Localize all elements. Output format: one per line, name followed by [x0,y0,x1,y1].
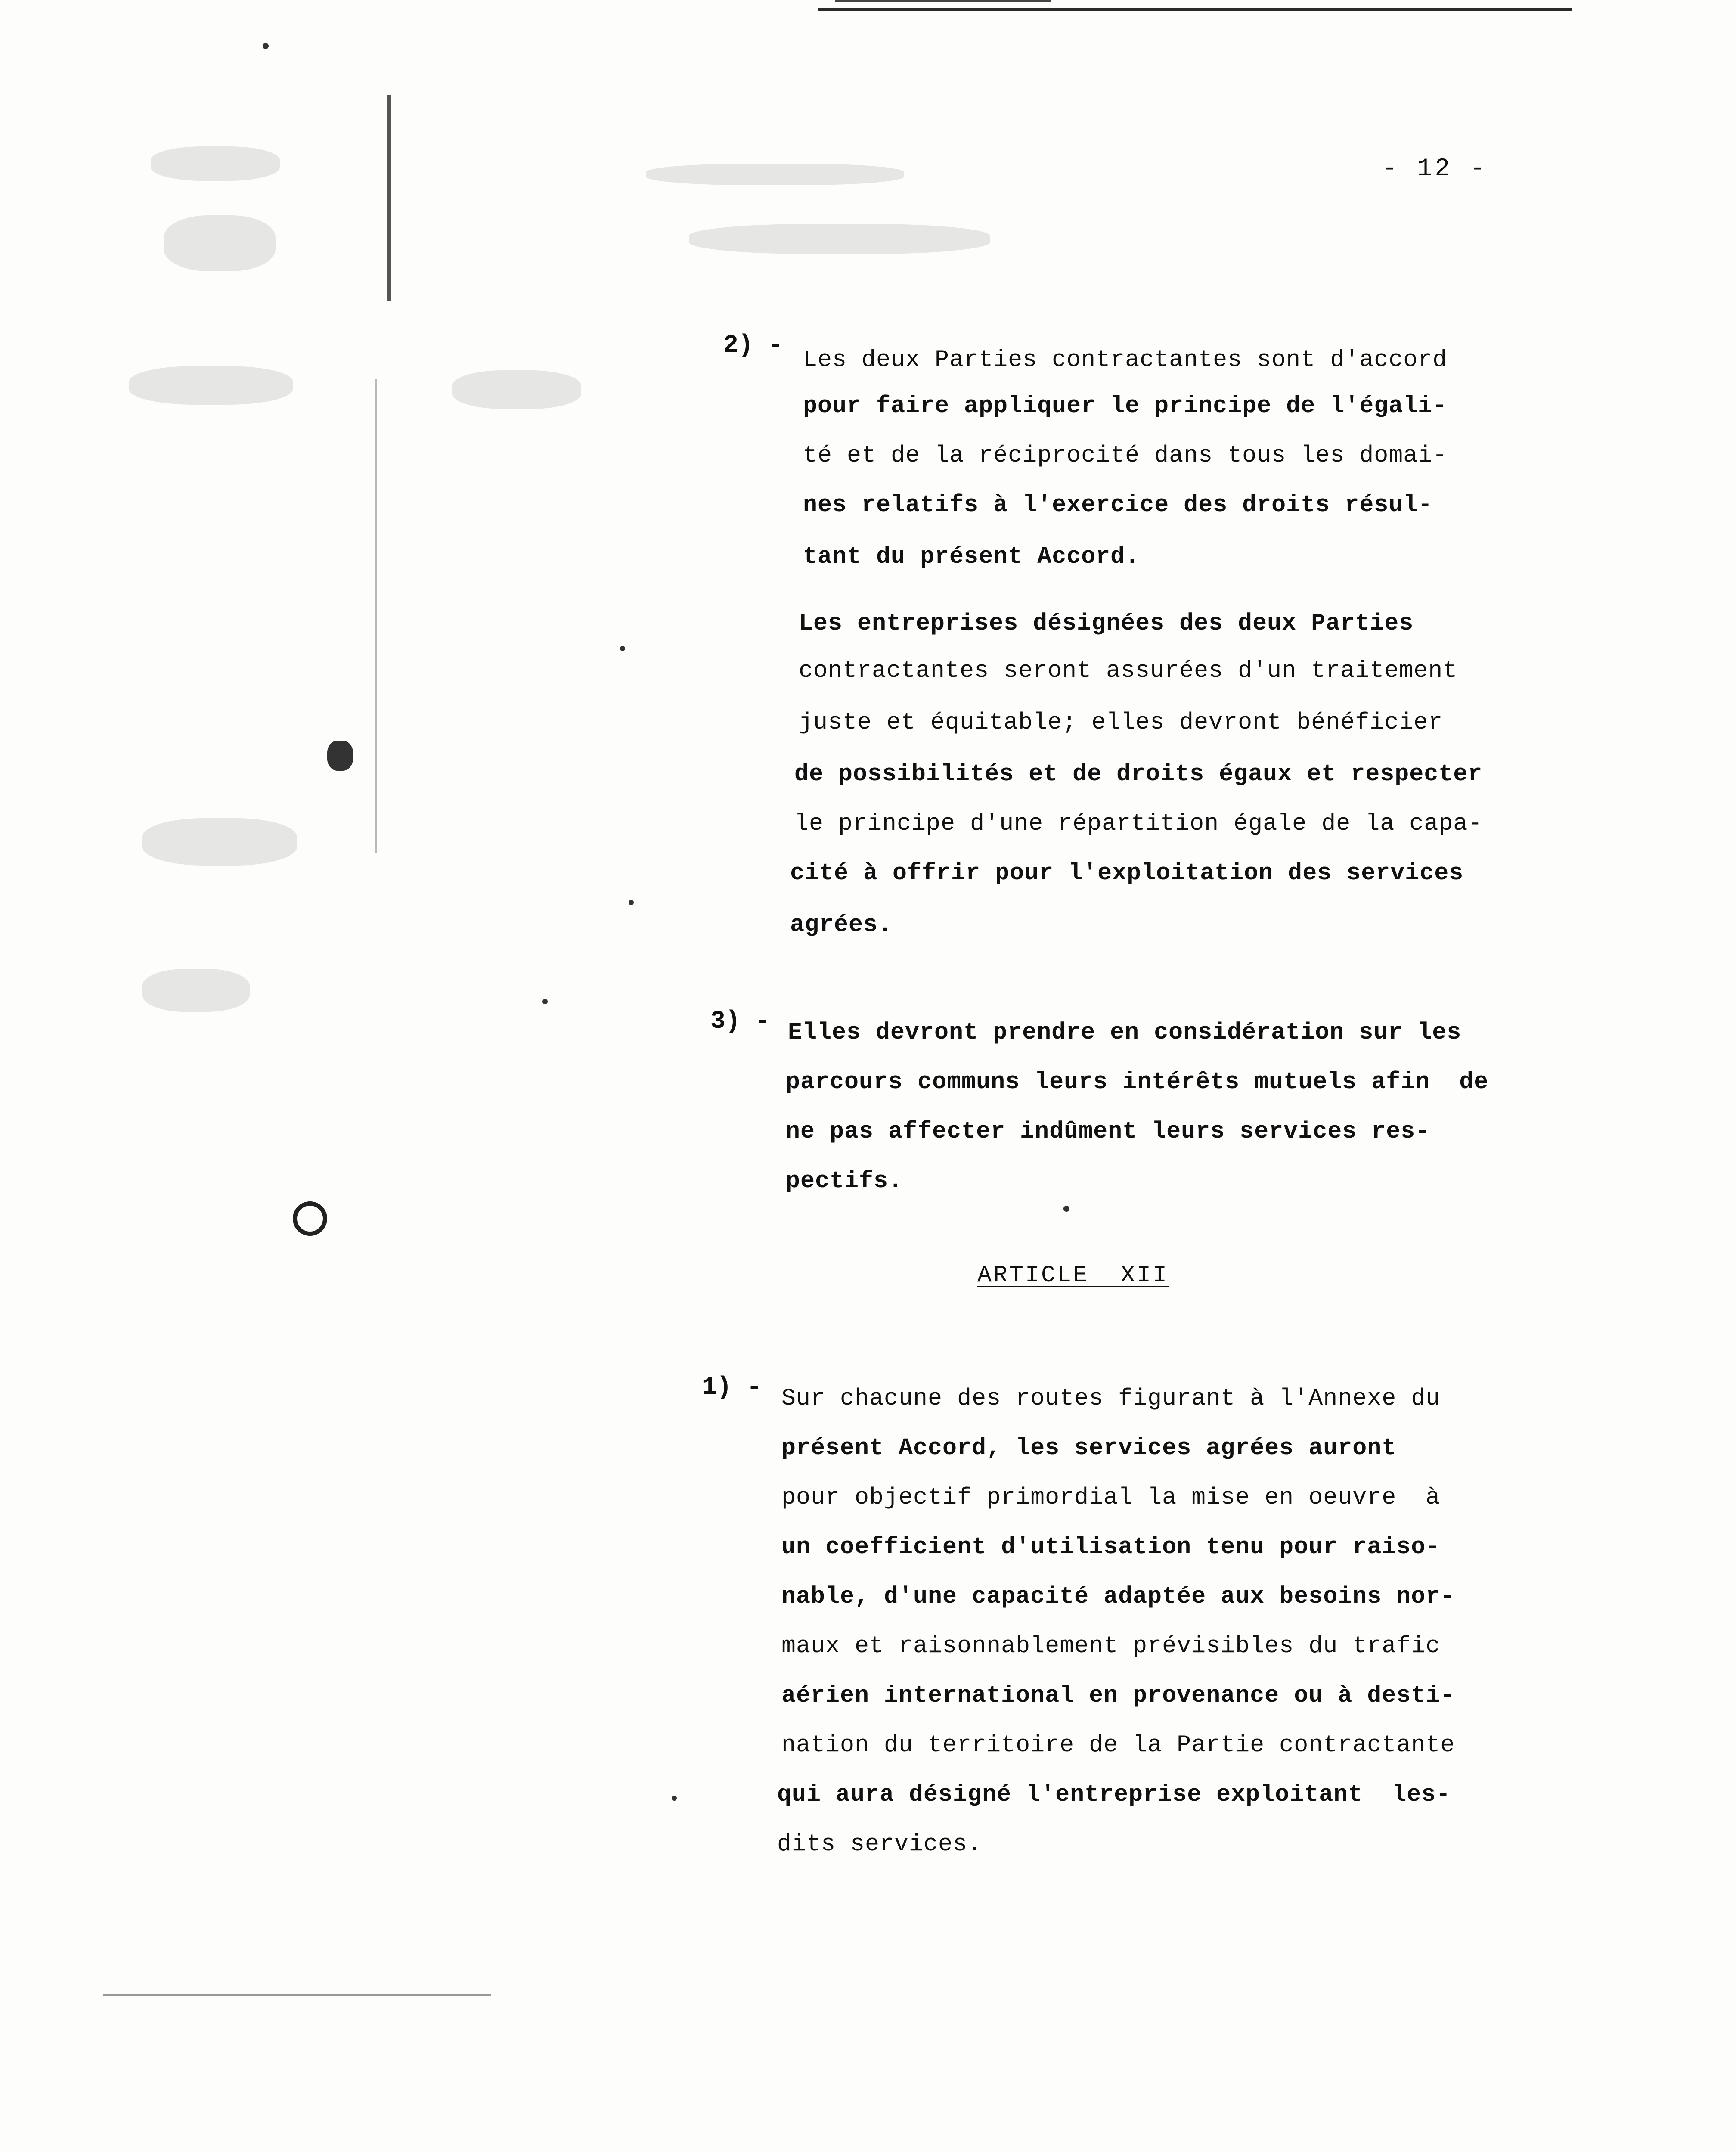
top-rule-secondary [835,0,1051,2]
section-2-para2-line: le principe d'une répartition égale de la capa- [794,810,1483,837]
scan-smudge [164,215,276,271]
section-3-line: parcours communs leurs intérêts mutuels afin de [786,1068,1489,1095]
section-3-line: Elles devront prendre en considération sur les [788,1019,1462,1046]
scan-dot [672,1796,677,1801]
section-3-line: pectifs. [786,1167,903,1194]
section-2-line: té et de la réciprocité dans tous les domai- [803,442,1448,469]
section-2-para2-line: Les entreprises désignées des deux Parties [799,610,1414,637]
scan-smudge [646,164,904,185]
section-2-para2-line: contractantes seront assurées d'un traitement [799,657,1458,684]
punch-mark [327,741,353,771]
bottom-scan-line [103,1994,491,1996]
section-2-para2-line: agrées. [790,911,893,938]
article-section-1-line: Sur chacune des routes figurant à l'Annexe du [781,1385,1441,1412]
article-section-1-line: un coefficient d'utilisation tenu pour raiso- [781,1533,1441,1560]
article-section-1-line: présent Accord, les services agrées auront [781,1434,1397,1461]
scan-dot [542,999,548,1004]
article-section-1-line: dits services. [777,1830,983,1858]
article-section-1-line: aérien international en provenance ou à desti- [781,1682,1455,1709]
section-2-para2-line: juste et équitable; elles devront bénéficier [799,709,1443,736]
punch-hole-mark [293,1201,327,1236]
section-2-line: nes relatifs à l'exercice des droits résul- [803,491,1433,518]
article-heading: ARTICLE XII [977,1262,1169,1289]
article-section-1-line: maux et raisonnablement prévisibles du trafic [781,1632,1441,1660]
binding-line [388,95,391,301]
section-2-label: 2) - [723,332,784,360]
top-rule [818,8,1572,11]
scan-smudge [129,366,293,405]
section-3-label: 3) - [710,1008,771,1036]
section-2-line: tant du présent Accord. [803,543,1140,570]
article-section-1-label: 1) - [702,1374,762,1402]
section-3-line: ne pas affecter indûment leurs services res- [786,1118,1430,1145]
binding-line-faint [375,379,377,853]
section-2-para2-line: cité à offrir pour l'exploitation des services [790,859,1464,887]
scan-dot [629,900,634,905]
scan-dot [1063,1206,1070,1212]
article-section-1-line: nation du territoire de la Partie contractante [781,1731,1455,1759]
article-section-1-line: nable, d'une capacité adaptée aux besoins nor- [781,1583,1455,1610]
scan-dot [620,646,625,651]
article-section-1-line: pour objectif primordial la mise en oeuvre à [781,1484,1441,1511]
scan-smudge [452,370,581,409]
scan-smudge [151,146,280,181]
article-section-1-line: qui aura désigné l'entreprise exploitant les- [777,1781,1451,1808]
scan-dot [263,43,269,49]
scan-smudge [142,969,250,1012]
section-2-para2-line: de possibilités et de droits égaux et respecter [794,760,1483,788]
scan-smudge [142,818,297,866]
section-2-line: Les deux Parties contractantes sont d'accord [803,346,1448,373]
page-number: - 12 - [1382,155,1488,183]
scan-smudge [689,224,990,254]
section-2-line: pour faire appliquer le principe de l'égali- [803,392,1448,419]
